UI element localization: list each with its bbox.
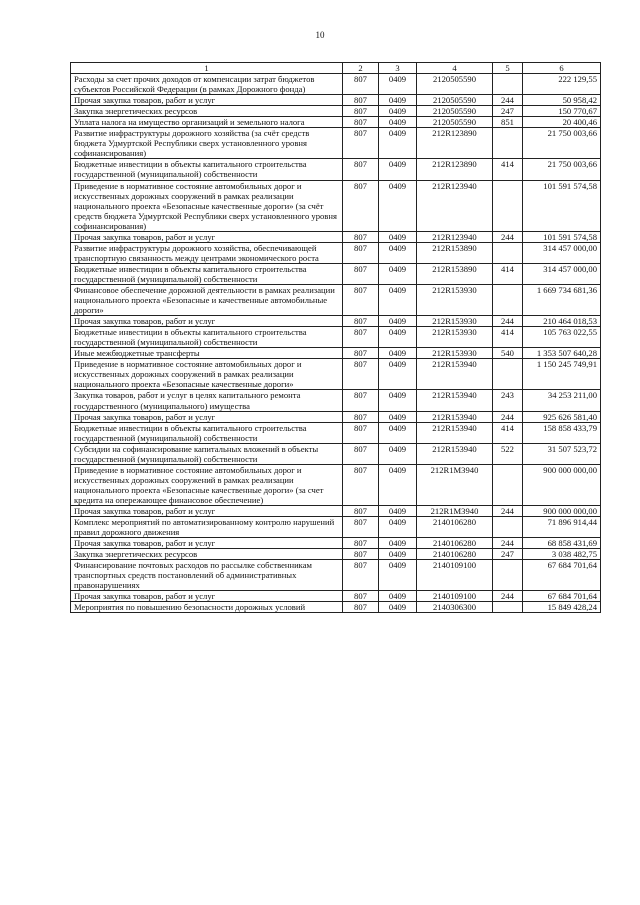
row-ved-cell: 807 xyxy=(343,390,379,411)
row-sum-cell: 222 129,55 xyxy=(523,74,601,95)
row-rz-cell: 0409 xyxy=(379,117,417,128)
row-vr-cell: 540 xyxy=(493,348,523,359)
header-col-1: 1 xyxy=(71,63,343,74)
row-csr-cell: 212R153930 xyxy=(417,348,493,359)
row-vr-cell: 247 xyxy=(493,549,523,560)
row-sum-cell: 105 763 022,55 xyxy=(523,327,601,348)
row-sum-cell: 1 669 734 681,36 xyxy=(523,284,601,315)
row-sum-cell: 50 958,42 xyxy=(523,95,601,106)
row-name-cell: Прочая закупка товаров, работ и услуг xyxy=(71,95,343,106)
row-vr-cell: 243 xyxy=(493,390,523,411)
row-name-cell: Закупка энергетических ресурсов xyxy=(71,549,343,560)
row-rz-cell: 0409 xyxy=(379,242,417,263)
row-rz-cell: 0409 xyxy=(379,411,417,422)
row-csr-cell: 212R153930 xyxy=(417,284,493,315)
row-ved-cell: 807 xyxy=(343,95,379,106)
row-rz-cell: 0409 xyxy=(379,348,417,359)
row-ved-cell: 807 xyxy=(343,560,379,591)
row-name-cell: Прочая закупка товаров, работ и услуг xyxy=(71,231,343,242)
row-vr-cell: 414 xyxy=(493,422,523,443)
row-vr-cell: 851 xyxy=(493,117,523,128)
row-vr-cell: 244 xyxy=(493,505,523,516)
table-row xyxy=(71,106,601,117)
row-rz-cell: 0409 xyxy=(379,284,417,315)
row-rz-cell: 0409 xyxy=(379,602,417,613)
table-row xyxy=(71,602,601,613)
row-ved-cell: 807 xyxy=(343,517,379,538)
table-row xyxy=(71,359,601,390)
table-row xyxy=(71,390,601,411)
table-row xyxy=(71,422,601,443)
header-col-4: 4 xyxy=(417,63,493,74)
row-csr-cell: 212R1M3940 xyxy=(417,505,493,516)
row-vr-cell xyxy=(493,464,523,505)
row-vr-cell: 244 xyxy=(493,316,523,327)
row-csr-cell: 2120505590 xyxy=(417,74,493,95)
row-rz-cell: 0409 xyxy=(379,74,417,95)
row-sum-cell: 68 858 431,69 xyxy=(523,538,601,549)
header-col-2: 2 xyxy=(343,63,379,74)
table-row xyxy=(71,538,601,549)
row-sum-cell: 15 849 428,24 xyxy=(523,602,601,613)
row-sum-cell: 314 457 000,00 xyxy=(523,263,601,284)
row-ved-cell: 807 xyxy=(343,117,379,128)
row-name-cell: Бюджетные инвестиции в объекты капитального строительства государственной (муниципальной) собственности xyxy=(71,327,343,348)
row-csr-cell: 212R123890 xyxy=(417,128,493,159)
table-row xyxy=(71,443,601,464)
row-name-cell: Комплекс мероприятий по автоматизированному контролю нарушений правил дорожного движения xyxy=(71,517,343,538)
row-name-cell: Прочая закупка товаров, работ и услуг xyxy=(71,538,343,549)
table-row xyxy=(71,74,601,95)
row-sum-cell: 101 591 574,58 xyxy=(523,180,601,231)
row-sum-cell: 314 457 000,00 xyxy=(523,242,601,263)
table-row xyxy=(71,263,601,284)
row-rz-cell: 0409 xyxy=(379,316,417,327)
row-name-cell: Иные межбюджетные трансферты xyxy=(71,348,343,359)
table-row xyxy=(71,159,601,180)
row-ved-cell: 807 xyxy=(343,549,379,560)
table-row xyxy=(71,327,601,348)
row-vr-cell xyxy=(493,128,523,159)
row-csr-cell: 2140106280 xyxy=(417,517,493,538)
row-csr-cell: 2120505590 xyxy=(417,106,493,117)
row-name-cell: Расходы за счет прочих доходов от компенсации затрат бюджетов субъектов Российской Федерации (в рамках Дорожного фонда) xyxy=(71,74,343,95)
row-name-cell: Финансирование почтовых расходов по рассылке собственникам транспортных средств постановлений об административных правонарушениях xyxy=(71,560,343,591)
row-vr-cell xyxy=(493,602,523,613)
row-sum-cell: 900 000 000,00 xyxy=(523,464,601,505)
row-ved-cell: 807 xyxy=(343,284,379,315)
row-rz-cell: 0409 xyxy=(379,591,417,602)
row-vr-cell xyxy=(493,180,523,231)
row-rz-cell: 0409 xyxy=(379,443,417,464)
row-name-cell: Финансовое обеспечение дорожной деятельности в рамках реализации национального проекта «Безопасные и качественные автомобильные дороги» xyxy=(71,284,343,315)
row-vr-cell xyxy=(493,242,523,263)
table-row xyxy=(71,560,601,591)
row-ved-cell: 807 xyxy=(343,422,379,443)
row-ved-cell: 807 xyxy=(343,128,379,159)
row-rz-cell: 0409 xyxy=(379,263,417,284)
row-sum-cell: 21 750 003,66 xyxy=(523,128,601,159)
row-vr-cell xyxy=(493,359,523,390)
row-sum-cell: 20 400,46 xyxy=(523,117,601,128)
row-csr-cell: 212R153930 xyxy=(417,316,493,327)
table-row xyxy=(71,284,601,315)
row-rz-cell: 0409 xyxy=(379,327,417,348)
row-csr-cell: 212R153890 xyxy=(417,242,493,263)
row-rz-cell: 0409 xyxy=(379,505,417,516)
row-name-cell: Развитие инфраструктуры дорожного хозяйства, обеспечивающей транспортную связанность между центрами экономического роста xyxy=(71,242,343,263)
table-header xyxy=(71,63,601,74)
row-name-cell: Прочая закупка товаров, работ и услуг xyxy=(71,316,343,327)
row-ved-cell: 807 xyxy=(343,359,379,390)
row-ved-cell: 807 xyxy=(343,348,379,359)
row-csr-cell: 212R153930 xyxy=(417,327,493,348)
row-csr-cell: 212R153940 xyxy=(417,411,493,422)
row-sum-cell: 1 353 507 640,28 xyxy=(523,348,601,359)
row-csr-cell: 2140306300 xyxy=(417,602,493,613)
row-sum-cell: 1 150 245 749,91 xyxy=(523,359,601,390)
row-sum-cell: 31 507 523,72 xyxy=(523,443,601,464)
row-sum-cell: 101 591 574,58 xyxy=(523,231,601,242)
table-row xyxy=(71,242,601,263)
row-rz-cell: 0409 xyxy=(379,517,417,538)
row-name-cell: Развитие инфраструктуры дорожного хозяйства (за счёт средств бюджета Удмуртской Республики сверх установленного уровня софинансирования) xyxy=(71,128,343,159)
row-rz-cell: 0409 xyxy=(379,180,417,231)
table-row xyxy=(71,316,601,327)
row-csr-cell: 212R123940 xyxy=(417,180,493,231)
row-rz-cell: 0409 xyxy=(379,560,417,591)
table-row xyxy=(71,128,601,159)
row-vr-cell: 244 xyxy=(493,231,523,242)
row-sum-cell: 67 684 701,64 xyxy=(523,560,601,591)
row-vr-cell: 244 xyxy=(493,538,523,549)
header-col-5: 5 xyxy=(493,63,523,74)
row-name-cell: Мероприятия по повышению безопасности дорожных условий xyxy=(71,602,343,613)
table-row xyxy=(71,549,601,560)
row-csr-cell: 212R153940 xyxy=(417,359,493,390)
row-rz-cell: 0409 xyxy=(379,359,417,390)
row-rz-cell: 0409 xyxy=(379,106,417,117)
row-rz-cell: 0409 xyxy=(379,128,417,159)
row-ved-cell: 807 xyxy=(343,443,379,464)
row-name-cell: Прочая закупка товаров, работ и услуг xyxy=(71,411,343,422)
row-ved-cell: 807 xyxy=(343,591,379,602)
row-rz-cell: 0409 xyxy=(379,95,417,106)
row-name-cell: Приведение в нормативное состояние автомобильных дорог и искусственных дорожных сооружений в рамках реализации национального проекта «Безопасные качественные дороги» xyxy=(71,359,343,390)
row-csr-cell: 212R123890 xyxy=(417,159,493,180)
row-name-cell: Уплата налога на имущество организаций и земельного налога xyxy=(71,117,343,128)
row-sum-cell: 925 626 581,40 xyxy=(523,411,601,422)
row-vr-cell: 414 xyxy=(493,327,523,348)
row-rz-cell: 0409 xyxy=(379,159,417,180)
row-name-cell: Субсидии на софинансирование капитальных вложений в объекты государственной (муниципальной) собственности xyxy=(71,443,343,464)
row-rz-cell: 0409 xyxy=(379,422,417,443)
row-rz-cell: 0409 xyxy=(379,231,417,242)
table-row xyxy=(71,505,601,516)
row-name-cell: Закупка энергетических ресурсов xyxy=(71,106,343,117)
row-ved-cell: 807 xyxy=(343,242,379,263)
row-csr-cell: 212R153940 xyxy=(417,390,493,411)
row-name-cell: Приведение в нормативное состояние автомобильных дорог и искусственных дорожных сооружений в рамках реализации национального проекта «Безопасные качественные дороги» (за счёт средств бюджета Удмуртской Республики сверх установленного уровня софинансирования) xyxy=(71,180,343,231)
row-name-cell: Прочая закупка товаров, работ и услуг xyxy=(71,505,343,516)
row-vr-cell: 414 xyxy=(493,263,523,284)
row-csr-cell: 212R123940 xyxy=(417,231,493,242)
row-csr-cell: 212R153940 xyxy=(417,443,493,464)
row-vr-cell: 244 xyxy=(493,95,523,106)
table-row xyxy=(71,117,601,128)
row-name-cell: Бюджетные инвестиции в объекты капитального строительства государственной (муниципальной) собственности xyxy=(71,159,343,180)
row-name-cell: Бюджетные инвестиции в объекты капитального строительства государственной (муниципальной) собственности xyxy=(71,263,343,284)
row-ved-cell: 807 xyxy=(343,180,379,231)
row-sum-cell: 158 858 433,79 xyxy=(523,422,601,443)
row-ved-cell: 807 xyxy=(343,538,379,549)
row-ved-cell: 807 xyxy=(343,74,379,95)
table-row xyxy=(71,180,601,231)
row-ved-cell: 807 xyxy=(343,505,379,516)
row-vr-cell: 247 xyxy=(493,106,523,117)
table-row xyxy=(71,591,601,602)
row-rz-cell: 0409 xyxy=(379,538,417,549)
table-body xyxy=(71,74,601,613)
table-row xyxy=(71,95,601,106)
row-vr-cell xyxy=(493,517,523,538)
row-sum-cell: 3 038 482,75 xyxy=(523,549,601,560)
header-row xyxy=(71,63,601,74)
row-name-cell: Прочая закупка товаров, работ и услуг xyxy=(71,591,343,602)
row-vr-cell xyxy=(493,284,523,315)
row-csr-cell: 2140109100 xyxy=(417,560,493,591)
table-row xyxy=(71,464,601,505)
row-sum-cell: 34 253 211,00 xyxy=(523,390,601,411)
row-csr-cell: 2120505590 xyxy=(417,117,493,128)
row-csr-cell: 212R153890 xyxy=(417,263,493,284)
page-number: 10 xyxy=(315,30,325,40)
header-col-6: 6 xyxy=(523,63,601,74)
row-csr-cell: 2140106280 xyxy=(417,538,493,549)
row-sum-cell: 150 770,67 xyxy=(523,106,601,117)
row-ved-cell: 807 xyxy=(343,327,379,348)
row-sum-cell: 71 896 914,44 xyxy=(523,517,601,538)
row-ved-cell: 807 xyxy=(343,106,379,117)
table-row xyxy=(71,348,601,359)
row-ved-cell: 807 xyxy=(343,464,379,505)
table-row xyxy=(71,231,601,242)
table-row xyxy=(71,411,601,422)
table-row xyxy=(71,517,601,538)
row-name-cell: Приведение в нормативное состояние автомобильных дорог и искусственных дорожных сооружений в рамках реализации национального проекта «Безопасные качественные дороги» (за счет кредита на опережающее финансовое обеспечение) xyxy=(71,464,343,505)
row-sum-cell: 210 464 018,53 xyxy=(523,316,601,327)
header-col-3: 3 xyxy=(379,63,417,74)
row-sum-cell: 900 000 000,00 xyxy=(523,505,601,516)
row-ved-cell: 807 xyxy=(343,263,379,284)
row-ved-cell: 807 xyxy=(343,316,379,327)
row-ved-cell: 807 xyxy=(343,602,379,613)
row-csr-cell: 2140106280 xyxy=(417,549,493,560)
budget-table xyxy=(70,62,601,613)
row-rz-cell: 0409 xyxy=(379,390,417,411)
row-sum-cell: 21 750 003,66 xyxy=(523,159,601,180)
row-csr-cell: 2140109100 xyxy=(417,591,493,602)
row-rz-cell: 0409 xyxy=(379,549,417,560)
row-vr-cell: 244 xyxy=(493,591,523,602)
row-vr-cell xyxy=(493,74,523,95)
row-vr-cell: 522 xyxy=(493,443,523,464)
row-ved-cell: 807 xyxy=(343,411,379,422)
row-csr-cell: 2120505590 xyxy=(417,95,493,106)
row-rz-cell: 0409 xyxy=(379,464,417,505)
row-csr-cell: 212R153940 xyxy=(417,422,493,443)
row-name-cell: Закупка товаров, работ и услуг в целях капитального ремонта государственного (муниципального) имущества xyxy=(71,390,343,411)
row-vr-cell: 244 xyxy=(493,411,523,422)
row-csr-cell: 212R1M3940 xyxy=(417,464,493,505)
row-vr-cell xyxy=(493,560,523,591)
row-name-cell: Бюджетные инвестиции в объекты капитального строительства государственной (муниципальной) собственности xyxy=(71,422,343,443)
row-ved-cell: 807 xyxy=(343,159,379,180)
row-sum-cell: 67 684 701,64 xyxy=(523,591,601,602)
row-vr-cell: 414 xyxy=(493,159,523,180)
row-ved-cell: 807 xyxy=(343,231,379,242)
